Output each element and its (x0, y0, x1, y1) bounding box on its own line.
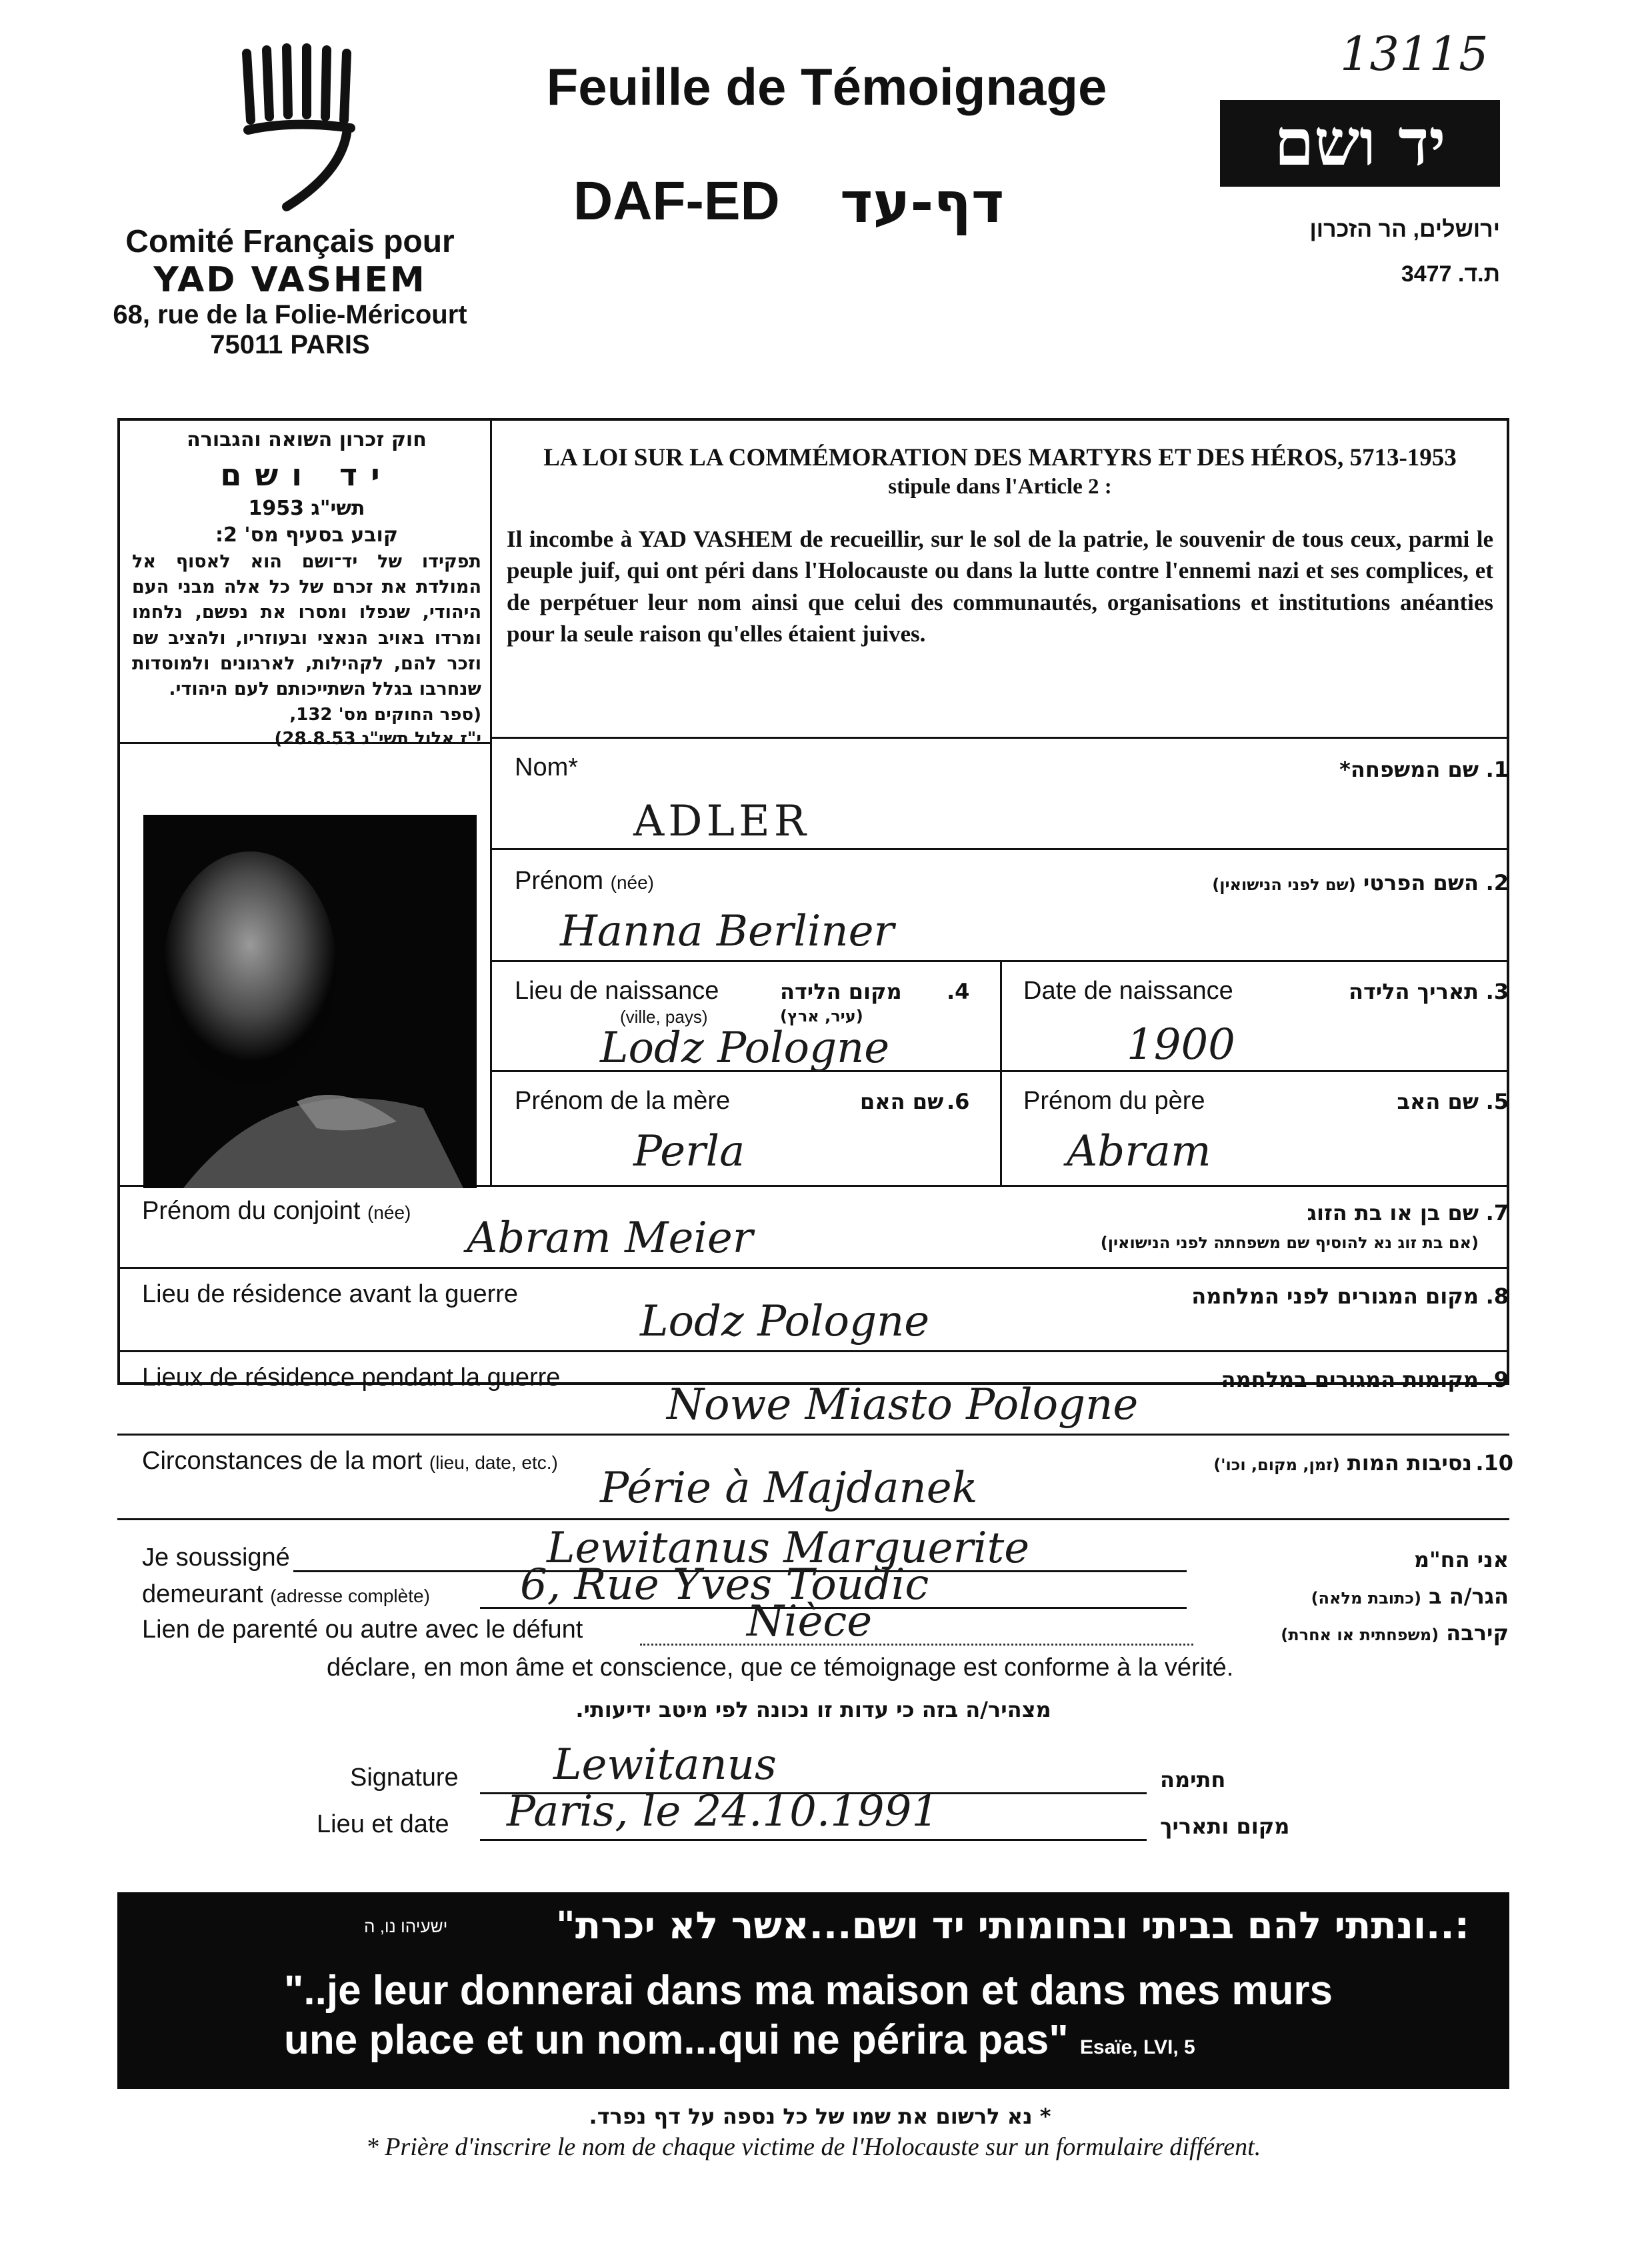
residence-avant-label-he: מקום המגורים לפני המלחמה (1191, 1284, 1479, 1309)
field-num-2: 2. (1485, 870, 1509, 895)
divider (490, 737, 1509, 739)
yad-vashem-logo: יד ושם (1220, 100, 1500, 187)
field-num-7: 7. (1485, 1200, 1509, 1226)
nom-label: Nom* (515, 753, 579, 781)
prenom-pere-value[interactable]: Abram (1067, 1127, 1211, 1176)
field-num-8: 8. (1485, 1284, 1509, 1309)
divider (490, 848, 1509, 850)
prenom-pere-label: Prénom du père (1023, 1087, 1205, 1115)
law-fr-subtitle: stipule dans l'Article 2 : (888, 475, 1112, 499)
soussigne-value[interactable]: Lewitanus Marguerite (547, 1524, 1030, 1573)
law-he-title: חוק זכרון השואה והגבורה (187, 428, 427, 451)
divider (1000, 960, 1002, 1185)
conjoint-label: Prénom du conjoint (née) (142, 1197, 411, 1225)
residence-pendant-value[interactable]: Nowe Miasto Pologne (667, 1380, 1139, 1430)
law-fr-title: LA LOI SUR LA COMMÉMORATION DES MARTYRS ET DES HÉROS, 5713-1953 (543, 444, 1457, 471)
lieu-date-value[interactable]: Paris, le 24.10.1991 (507, 1787, 939, 1836)
circonstances-label: Circonstances de la mort (lieu, date, etc.) (142, 1447, 558, 1475)
quote-banner (117, 1892, 1509, 2089)
divider (117, 1434, 1509, 1436)
banner-quote-fr-2: une place et un nom...qui ne périra pas" Esaïe, LVI, 5 (284, 2017, 1195, 2063)
date-naissance-label-he: תאריך הלידה (1348, 979, 1479, 1004)
residence-pendant-label: Lieux de résidence pendant la guerre (142, 1364, 561, 1392)
residence-pendant-label-he: מקומות המגורים במלחמה (1221, 1367, 1479, 1392)
divider (117, 1518, 1509, 1520)
signature-value[interactable]: Lewitanus (553, 1740, 777, 1790)
conjoint-hint-he: (אם בת זוג נא להוסיף שם משפחתה לפני הנישואין) (1100, 1234, 1479, 1252)
lien-value[interactable]: Nièce (747, 1597, 873, 1646)
conjoint-label-he: שם בן או בת הזוג (1307, 1200, 1479, 1226)
lieu-date-label: Lieu et date (317, 1810, 449, 1838)
law-french (507, 443, 1493, 649)
declaration-text-he: מצהיר/ה בזה כי עדות זו נכונה לפי מיטב ידיעותי. (575, 1697, 1051, 1722)
lieu-date-label-he: מקום ותאריך (1160, 1814, 1290, 1839)
prenom-mere-label-he: שם האם (860, 1089, 944, 1114)
residence-avant-label: Lieu de résidence avant la guerre (142, 1280, 519, 1308)
field-num-4: 4. (947, 979, 970, 1004)
law-fr-text: Il incombe à YAD VASHEM de recueillir, sur le sol de la patrie, le souvenir de tous ceux, parmi le peuple juif, qui ont péri dans l'Holocauste ou dans la lutte contre l'ennemi nazi et ses complices, et de perpétuer leur nom ainsi que celui des communautés, organisations et institutions anéanties pour la seule raison qu'elles étaient juives. (507, 526, 1493, 647)
demeurant-label-he: הגר/ה ב (כתובת מלאה) (1311, 1584, 1509, 1609)
victim-photo (143, 815, 477, 1188)
banner-quote-he: :..ונתתי להם בביתי ובחומותי יד ושם...אשר לא יכרת" (555, 1904, 1469, 1948)
divider (117, 1350, 1509, 1352)
declaration-text: déclare, en mon âme et conscience, que ce témoignage est conforme à la vérité. (327, 1654, 1234, 1682)
org-city: 75011 PARIS (210, 330, 370, 359)
field-num-3: 3. (1485, 979, 1509, 1004)
field-num-10: 10. (1475, 1450, 1513, 1476)
organization-block (100, 223, 480, 360)
banner-quote-fr-1: "..je leur donnerai dans ma maison et dans mes murs (284, 1968, 1333, 2014)
demeurant-value[interactable]: 6, Rue Yves Toudic (520, 1560, 929, 1610)
daf-ed-title: DAF-ED (573, 171, 780, 231)
lieu-naissance-label-he: מקום הלידה (780, 979, 902, 1004)
lien-label: Lien de parenté ou autre avec le défunt (142, 1616, 583, 1644)
law-he-body: תפקידו של יד־ושם הוא לאסוף אל המולדת את זכרם של כל אלה מבני העם היהודי, שנפלו ומסרו את נפשם, נלחמו ומרדו באויב הנאצי ובעוזריו, ולהציב שם וזכר להם, לקהילות, לארגונים ולמוסדות שנחרבו בגלל השתייכותם לעם היהודי. (132, 551, 481, 700)
org-address: 68, rue de la Folie-Méricourt (113, 300, 467, 329)
soussigne-label-he: אני הח"מ (1413, 1547, 1509, 1572)
footnote-he: * נא לרשום את שמו של כל נספה על דף נפרד. (589, 2104, 1051, 2129)
nom-label-he: שם המשפחה* (1339, 757, 1479, 782)
org-name: YAD VASHEM (153, 260, 427, 300)
lieu-date-line (480, 1839, 1147, 1841)
org-line-1: Comité Français pour (125, 224, 455, 259)
daf-ed-hebrew-title: דף-עד (840, 170, 1005, 235)
document-number: 13115 (1340, 27, 1489, 81)
field-num-5: 5. (1485, 1089, 1509, 1114)
conjoint-value[interactable]: Abram Meier (467, 1214, 753, 1263)
residence-avant-value[interactable]: Lodz Pologne (640, 1297, 930, 1346)
menorah-logo (233, 40, 367, 213)
lieu-naissance-hint-he: (עיר, ארץ) (780, 1007, 863, 1025)
law-he-ref1: (ספר החוקים מס' 132, (289, 704, 481, 725)
date-naissance-value[interactable]: 1900 (1127, 1020, 1235, 1069)
lieu-naissance-label: Lieu de naissance (515, 977, 719, 1005)
date-naissance-label: Date de naissance (1023, 977, 1233, 1005)
demeurant-label: demeurant (adresse complète) (142, 1580, 430, 1608)
lien-label-he: קירבה (משפחתית או אחרת) (1281, 1620, 1509, 1646)
nom-value[interactable]: ADLER (633, 797, 810, 846)
field-num-9: 9. (1485, 1367, 1509, 1392)
law-he-ref2: י"ז אלול תשי"ג 28.8.53) (274, 728, 481, 749)
yad-vashem-address: ירושלים, הר הזכרון (1309, 217, 1500, 242)
law-he-yad-vashem: יד ושם (220, 456, 393, 493)
law-he-article: קובע בסעיף מס' 2: (215, 523, 398, 547)
circonstances-value[interactable]: Périe à Majdanek (600, 1464, 978, 1513)
prenom-label-he: השם הפרטי (שם לפני הנישואין) (1212, 870, 1479, 895)
signature-label-he: חתימה (1160, 1767, 1226, 1792)
banner-ref-he: ישעיהו נו, ה (364, 1916, 448, 1936)
circonstances-label-he: נסיבות המות (זמן, מקום, וכו') (1213, 1450, 1472, 1476)
prenom-pere-label-he: שם האב (1397, 1089, 1479, 1114)
law-he-year: תשי"ג 1953 (248, 496, 365, 520)
lieu-naissance-hint: (ville, pays) (620, 1007, 708, 1027)
signature-label: Signature (350, 1764, 459, 1792)
soussigne-label: Je soussigné (142, 1544, 290, 1572)
prenom-mere-value[interactable]: Perla (633, 1127, 745, 1176)
prenom-value[interactable]: Hanna Berliner (560, 907, 895, 956)
divider (117, 1267, 1509, 1269)
law-hebrew (127, 427, 487, 751)
prenom-label: Prénom (née) (515, 867, 654, 895)
field-num-1: 1. (1485, 757, 1509, 782)
yad-vashem-pobox: ת.ד. 3477 (1401, 261, 1500, 287)
page-title: Feuille de Témoignage (546, 57, 1107, 116)
field-num-6: 6. (947, 1089, 970, 1114)
lien-line (640, 1644, 1193, 1646)
footnote-fr: * Prière d'inscrire le nom de chaque victime de l'Holocauste sur un formulaire différent. (365, 2133, 1261, 2161)
prenom-mere-label: Prénom de la mère (515, 1087, 731, 1115)
lieu-naissance-value[interactable]: Lodz Pologne (600, 1023, 890, 1073)
